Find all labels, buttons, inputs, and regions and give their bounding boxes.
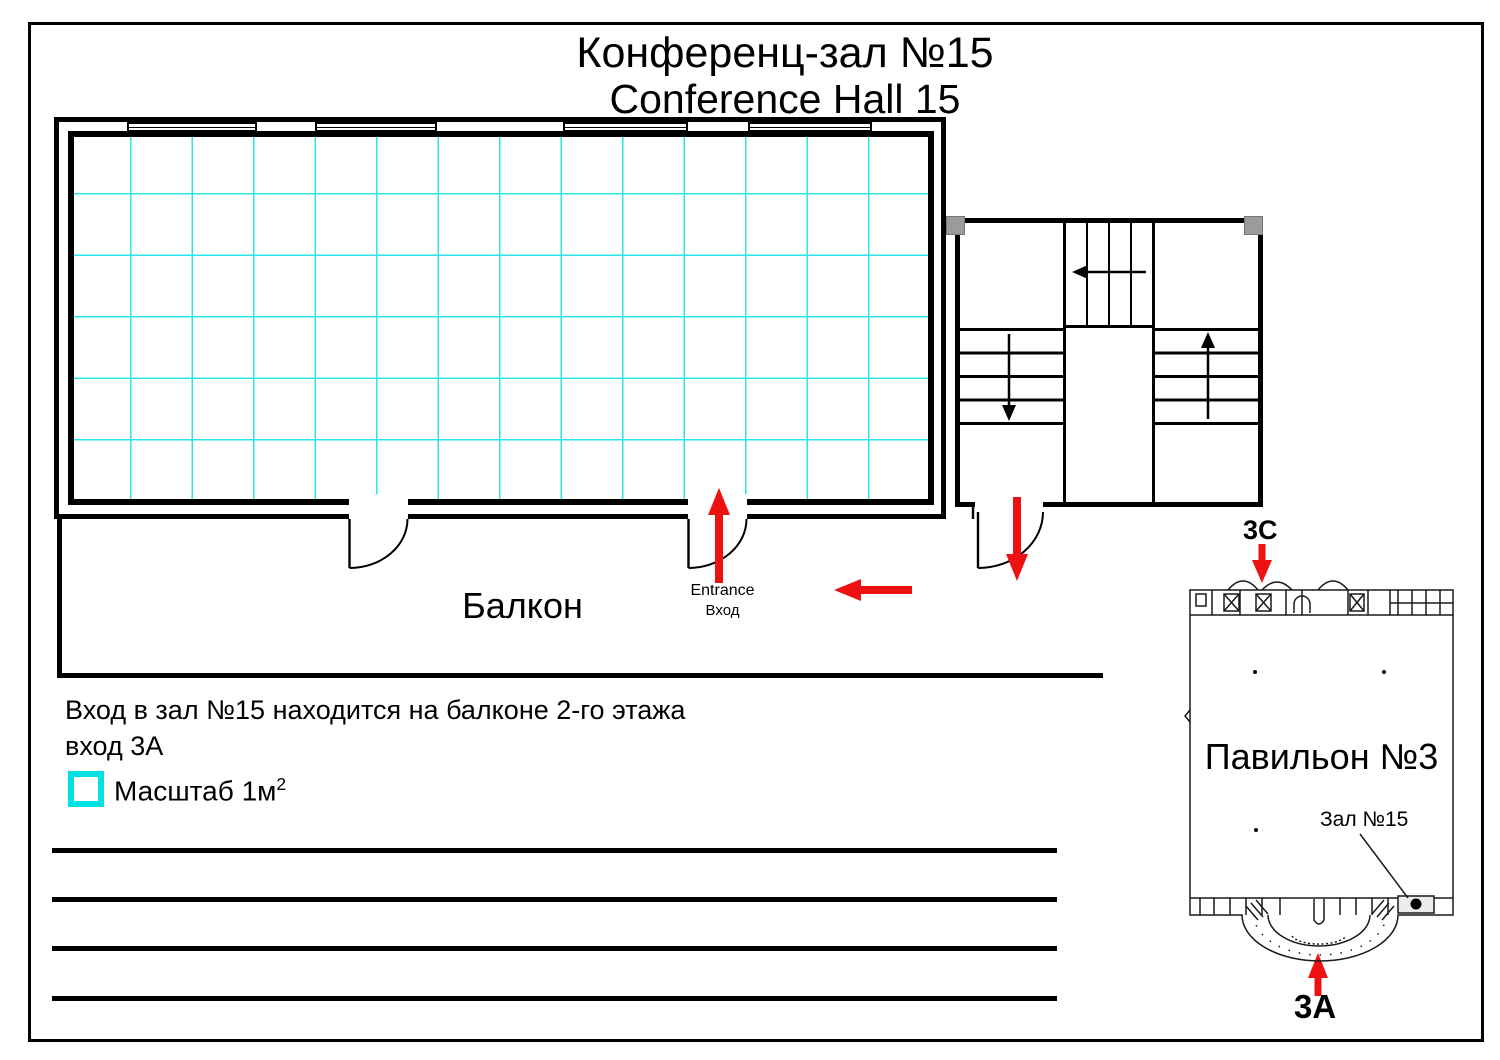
page-title — [390, 30, 1180, 122]
balcony-left-wall — [57, 519, 62, 678]
window-strip — [748, 122, 872, 132]
stair-flight-top-steps — [1066, 223, 1152, 327]
window-strip — [315, 122, 437, 132]
entrance-label-en: Entrance — [690, 582, 755, 599]
note-line-2: вход 3А — [65, 731, 164, 761]
column-marker — [946, 216, 965, 235]
floor-line — [52, 848, 1057, 853]
stair-landing-divider — [1063, 325, 1155, 328]
staircase-box — [955, 218, 1263, 507]
page-title-ru: Конференц-зал №15 — [576, 29, 994, 77]
floor-line — [52, 897, 1057, 902]
window-strip — [563, 122, 688, 132]
column-marker — [1244, 216, 1263, 235]
page-title-en: Conference Hall 15 — [609, 76, 961, 123]
legend-label-text: Масштаб 1м — [114, 775, 277, 807]
floor-line — [52, 946, 1057, 951]
note-text — [65, 692, 685, 764]
pavilion-title: Павильон №3 — [1204, 736, 1439, 777]
balcony-label: Балкон — [462, 585, 583, 626]
stair-door-opening — [975, 500, 1043, 512]
stair-steps-right — [1155, 328, 1258, 425]
legend-label-sup: 2 — [276, 774, 287, 794]
legend-scale-swatch — [68, 771, 104, 807]
hall15-label: Зал №15 — [1320, 808, 1409, 831]
note-line-1: Вход в зал №15 находится на балконе 2-го этажа — [65, 695, 686, 725]
window-strip — [127, 122, 257, 132]
entrance-3c-label: 3C — [1243, 515, 1278, 545]
entrance-3a-label: 3A — [1294, 988, 1337, 1025]
stair-steps-left — [960, 328, 1063, 425]
floor-line — [52, 996, 1057, 1001]
floor-grid — [74, 137, 928, 499]
door-opening-left — [349, 494, 408, 521]
balcony-bottom-edge — [57, 673, 1103, 678]
entrance-label-ru: Вход — [705, 602, 740, 619]
legend-label — [114, 774, 286, 807]
door-opening-entrance — [688, 494, 747, 521]
